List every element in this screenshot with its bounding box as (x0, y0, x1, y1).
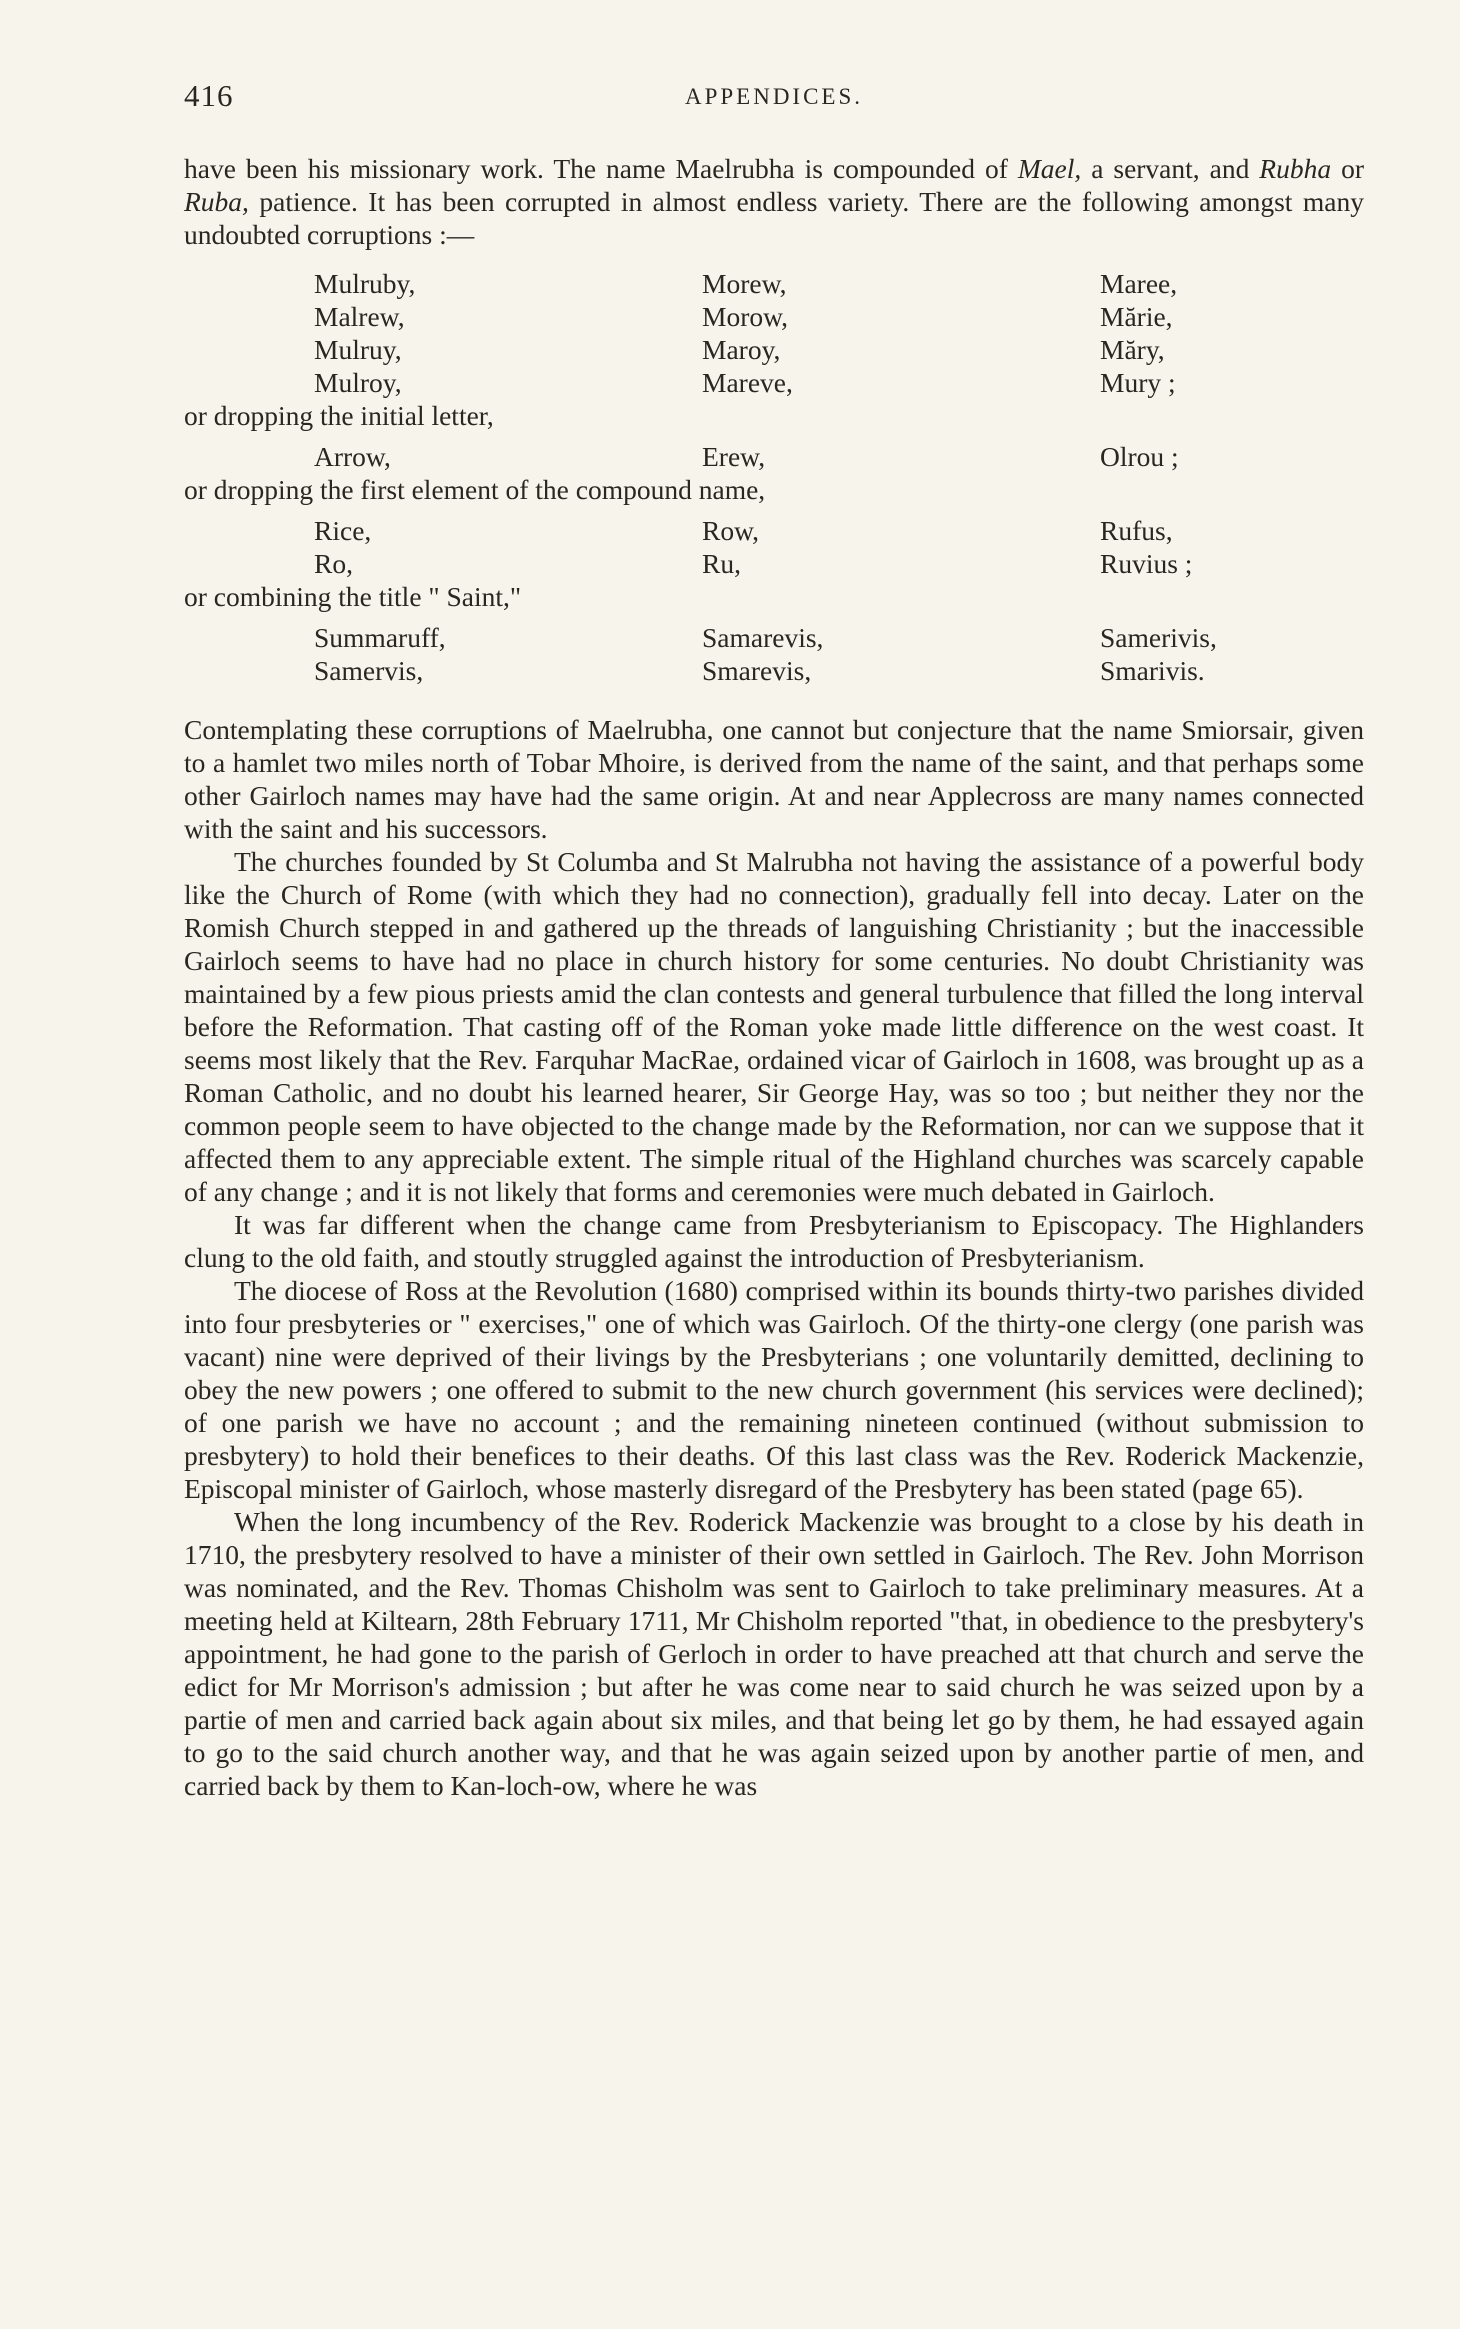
name-row (184, 440, 1364, 473)
body-paragraph: It was far different when the change came from Presbyterianism to Episcopacy. The Highlanders clung to the old faith, and stoutly struggled against the introduction of Presbyterianism. (184, 1209, 1364, 1273)
name-variant: Arrow, (314, 441, 391, 472)
name-variant: Samervis, (314, 655, 424, 686)
name-variant: Mărie, (1100, 301, 1173, 332)
page-header (184, 78, 1364, 122)
page-body (184, 152, 1364, 1802)
connector-line: or combining the title " Saint," (184, 581, 522, 612)
name-variant: Maree, (1100, 268, 1178, 299)
name-variant: Rice, (314, 515, 372, 546)
intro-term-rubha: Rubha (1259, 153, 1332, 184)
body-paragraph: Contemplating these corruptions of Maelrubha, one cannot but conjecture that the name Smiorsair, given to a hamlet two miles north of Tobar Mhoire, is derived from the name of the saint, and that perhaps some other Gairloch names may have had the same origin. At and near Applecross are many names connected with the saint and his successors. (184, 714, 1364, 844)
name-variant: Măry, (1100, 334, 1165, 365)
name-variant: Mury ; (1100, 367, 1176, 398)
name-row (184, 621, 1364, 654)
name-variant: Mulroy, (314, 367, 402, 398)
name-row (184, 654, 1364, 687)
name-row (184, 267, 1364, 300)
name-variant: Ru, (702, 548, 741, 579)
name-row (184, 366, 1364, 399)
name-variant: Mulruy, (314, 334, 402, 365)
intro-paragraph (184, 152, 1364, 251)
name-variant: Morow, (702, 301, 789, 332)
name-variant: Ro, (314, 548, 353, 579)
name-variant: Olrou ; (1100, 441, 1179, 472)
connector-line: or dropping the initial letter, (184, 400, 494, 431)
body-paragraph: The churches founded by St Columba and St Malrubha not having the assistance of a powerful body like the Church of Rome (with which they had no connection), gradually fell into decay. Later on the Romish Church stepped in and gathered up the threads of languishing Christianity ; but the inaccessible Gairloch seems to have had no place in church history for some centuries. No doubt Christianity was maintained by a few pious priests amid the clan contests and general turbulence that filled the long interval before the Reformation. That casting off of the Roman yoke made little difference on the west coast. It seems most likely that the Rev. Farquhar MacRae, ordained vicar of Gairloch in 1608, was brought up as a Roman Catholic, and no doubt his learned hearer, Sir George Hay, was so too ; but neither they nor the common people seem to have objected to the change made by the Reformation, nor can we suppose that it affected them to any appreciable extent. The simple ritual of the Highland churches was scarcely capable of any change ; and it is not likely that forms and ceremonies were much debated in Gairloch. (184, 846, 1364, 1207)
body-paragraph: The diocese of Ross at the Revolution (1680) comprised within its bounds thirty-two parishes divided into four presbyteries or " exercises," one of which was Gairloch. Of the thirty-one clergy (one parish was vacant) nine were deprived of their livings by the Presbyterians ; one voluntarily demitted, declining to obey the new powers ; one offered to submit to the new church government (his services were declined); of one parish we have no account ; and the remaining nineteen continued (without submission to presbytery) to hold their benefices to their deaths. Of this last class was the Rev. Roderick Mackenzie, Episcopal minister of Gairloch, whose masterly disregard of the Presbytery has been stated (page 65). (184, 1275, 1364, 1504)
name-variant: Smarevis, (702, 655, 812, 686)
name-variant: Samerivis, (1100, 622, 1217, 653)
name-variant: Summaruff, (314, 622, 446, 653)
body-paragraph: When the long incumbency of the Rev. Roderick Mackenzie was brought to a close by his death in 1710, the presbytery resolved to have a minister of their own settled in Gairloch. The Rev. John Morrison was nominated, and the Rev. Thomas Chisholm was sent to Gairloch to take preliminary measures. At a meeting held at Kiltearn, 28th February 1711, Mr Chisholm reported "that, in obedience to the presbytery's appointment, he had gone to the parish of Gerloch in order to have preached att that church and serve the edict for Mr Morrison's admission ; but after he was come near to said church he was seized upon by a partie of men and carried back again about six miles, and that being let go by them, he had essayed again to go to the said church another way, and that he was again seized upon by another partie of men, and carried back by them to Kan-loch-ow, where he was (184, 1506, 1364, 1801)
name-variant: Row, (702, 515, 760, 546)
intro-text-2: a servant, and (1081, 153, 1260, 184)
name-variant: Erew, (702, 441, 766, 472)
intro-text-4: patience. It has been corrupted in almost endless variety. There are the following amongst many undoubted corruptions :— (184, 186, 1364, 250)
name-variant: Smarivis. (1100, 655, 1205, 686)
name-row (184, 333, 1364, 366)
intro-text-1: have been his missionary work. The name Maelrubha is compounded of (184, 153, 1018, 184)
page-number: 416 (184, 78, 234, 113)
name-variant: Mulruby, (314, 268, 416, 299)
name-list-corruptions (184, 267, 1364, 687)
intro-term-ruba: Ruba, (184, 186, 249, 217)
name-variant: Malrew, (314, 301, 405, 332)
name-variant: Samarevis, (702, 622, 824, 653)
name-variant: Ruvius ; (1100, 548, 1193, 579)
name-row (184, 547, 1364, 580)
intro-term-mael: Mael, (1017, 153, 1082, 184)
name-variant: Maroy, (702, 334, 781, 365)
name-variant: Morew, (702, 268, 787, 299)
name-variant: Mareve, (702, 367, 793, 398)
running-head: APPENDICES. (684, 84, 864, 109)
intro-text-3: or (1331, 153, 1364, 184)
name-row (184, 300, 1364, 333)
connector-line: or dropping the first element of the compound name, (184, 474, 766, 505)
name-variant: Rufus, (1100, 515, 1173, 546)
name-row (184, 514, 1364, 547)
